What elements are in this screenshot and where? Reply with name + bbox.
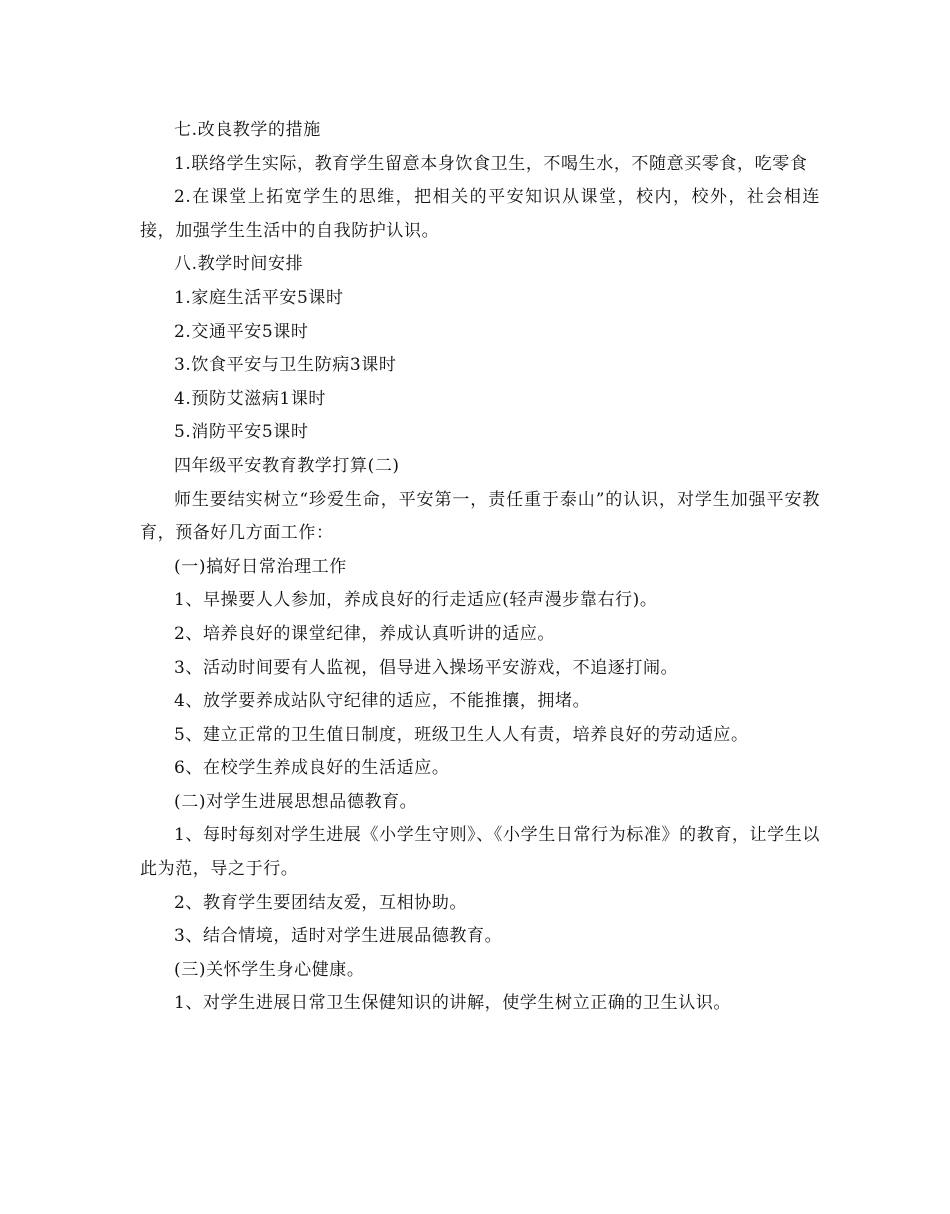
section-heading: (三)关怀学生身心健康。 (174, 959, 365, 980)
list-item: 4、放学要养成站队守纪律的适应，不能推攘，拥堵。 (174, 691, 591, 712)
list-item: 1、对学生进展日常卫生保健知识的讲解，使学生树立正确的卫生认识。 (174, 993, 732, 1014)
list-item: 2、培养良好的课堂纪律，养成认真听讲的适应。 (174, 623, 556, 644)
section-heading: 四年级平安教育教学打算(二) (174, 455, 400, 476)
list-item: 4.预防艾滋病1课时 (174, 388, 327, 409)
list-item: 6、在校学生养成良好的生活适应。 (174, 758, 450, 779)
list-item: 3、结合情境，适时对学生进展品德教育。 (174, 926, 503, 947)
list-item: 2、教育学生要团结友爱，互相协助。 (174, 892, 468, 913)
list-item: 2.交通平安5课时 (174, 321, 309, 342)
list-item: 1、每时每刻对学生进展《小学生守则》、《小学生日常行为标准》的教育，让学生以此为范，导之于行。 (140, 825, 820, 880)
list-item: 1、早操要人人参加，养成良好的行走适应(轻声漫步靠右行)。 (174, 590, 658, 611)
list-item: 5、建立正常的卫生值日制度，班级卫生人人有责，培养良好的劳动适应。 (174, 724, 749, 745)
paragraph: 师生要结实树立“珍爱生命，平安第一，责任重于泰山”的认识，对学生加强平安教育，预备好几方面工作： (140, 489, 820, 544)
list-item: 1.家庭生活平安5课时 (174, 287, 344, 308)
paragraph: 2.在课堂上拓宽学生的思维，把相关的平安知识从课堂，校内，校外，社会相连接，加强学生生活中的自我防护认识。 (140, 187, 820, 241)
section-heading: (二)对学生进展思想品德教育。 (174, 791, 418, 812)
list-item: 3.饮食平安与卫生防病3课时 (174, 355, 397, 376)
section-heading: (一)搞好日常治理工作 (174, 556, 347, 577)
section-heading: 七.改良教学的措施 (174, 120, 321, 140)
section-heading: 八.教学时间安排 (174, 254, 304, 275)
list-item: 5.消防平安5课时 (174, 422, 309, 443)
document-body (140, 114, 820, 1021)
paragraph: 1.联络学生实际，教育学生留意本身饮食卫生，不喝生水，不随意买零食，吃零食 (174, 153, 808, 174)
list-item: 3、活动时间要有人监视，倡导进入操场平安游戏，不追逐打闹。 (174, 657, 679, 678)
